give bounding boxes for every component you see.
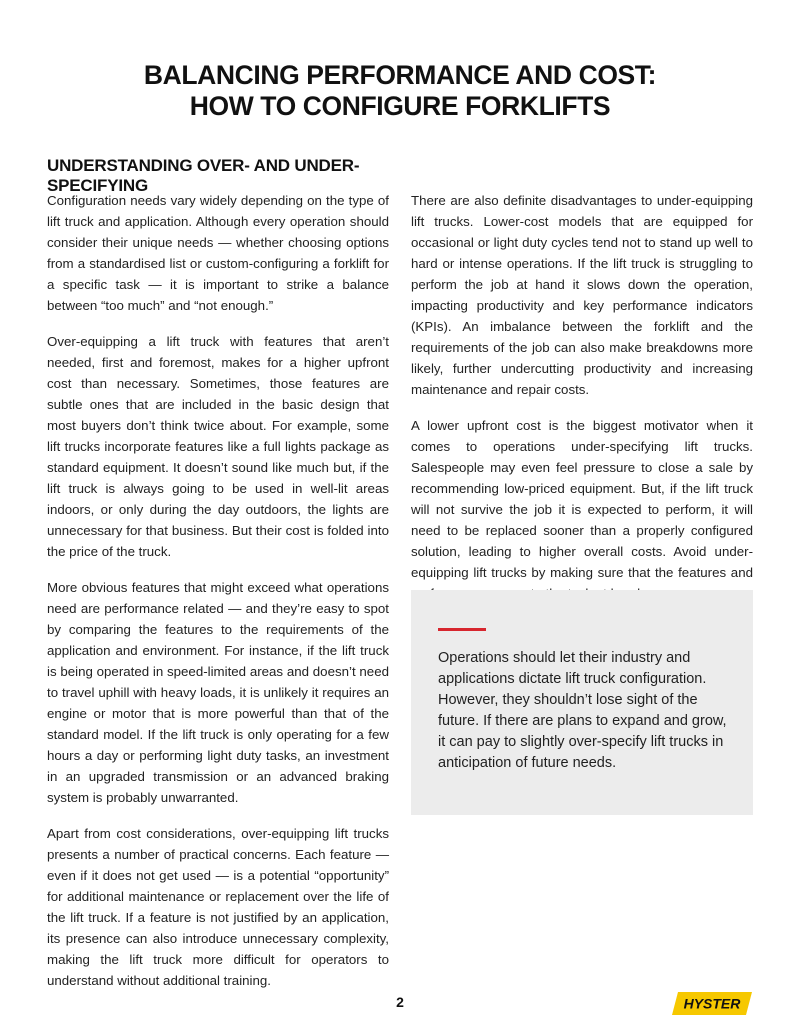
page-title <box>0 60 800 122</box>
paragraph: More obvious features that might exceed what operations need are performance related — and they’re easy to spot by comparing the features to the requirements of the application and environment. For instance, if the lift truck is being operated in speed-limited areas and doesn’t need to travel uphill with heavy loads, it is unlikely it requires an engine or motor that is more powerful than that of the standard model. If the lift truck is only operating for a few hours a day or performing light duty tasks, an investment in an upgraded transmission or an advanced braking system is probably unwarranted. <box>47 580 389 805</box>
hyster-logo-text: HYSTER <box>683 995 741 1012</box>
paragraph: Apart from cost considerations, over-equipping lift trucks presents a number of practical concerns. Each feature — even if it does not get used — is a potential “opportunity” for additional maintenance or replacement over the life of the lift truck. If a feature is not justified by an application, its presence can also introduce unnecessary complexity, making the lift truck more difficult for operators to understand without additional training. <box>47 826 389 988</box>
hyster-logo <box>672 992 752 1015</box>
paragraph: Configuration needs vary widely depending on the type of lift truck and application. Although every operation should consider their unique needs — whether choosing options from a standardised list or custom-configuring a forklift for a specific task — it is important to strike a balance between “too much” and “not enough.” <box>47 193 389 313</box>
paragraph: A lower upfront cost is the biggest motivator when it comes to operations under-specifying lift trucks. Salespeople may even feel pressure to close a sale by recommending low-priced equipment. But, if the lift truck will not survive the job it is expected to perform, it will need to be replaced sooner than a properly configured solution, leading to higher overall costs. Avoid under-equipping lift trucks by making sure that the features and <box>411 418 753 580</box>
page-number: 2 <box>396 994 404 1010</box>
left-column <box>47 190 389 1006</box>
callout-box <box>411 590 753 815</box>
page-title-line-2: HOW TO CONFIGURE FORKLIFTS <box>189 90 611 121</box>
section-heading: UNDERSTANDING OVER- AND UNDER-SPECIFYING <box>47 156 360 196</box>
callout-accent-bar <box>438 628 486 631</box>
paragraph: Over-equipping a lift truck with features that aren’t needed, first and foremost, makes for a higher upfront cost than necessary. Sometimes, those features are subtle ones that are included in the basic design that most buyers don’t think twice about. For example, some lift trucks incorporate features like a full lights package as standard equipment. It doesn’t sound like much but, if the lift truck is always going to be used in well-lit areas indoors, or only during the day outdoors, the lights are unnecessary for that business. But their cost is folded into the price of the truck. <box>47 334 389 559</box>
callout-text: Operations should let their industry and applications dictate lift truck configuration. However, they shouldn’t lose sight of the future. If there are plans to expand and grow, it can pay to slightly over-specify lift trucks in anticipation of future needs. <box>438 650 727 771</box>
page-title-line-1: BALANCING PERFORMANCE AND COST: <box>143 59 657 90</box>
right-column <box>411 190 753 619</box>
paragraph: There are also definite disadvantages to under-equipping lift trucks. Lower-cost models that are equipped for occasional or light duty cycles tend not to stand up well to hard or intense operations. If the lift truck is struggling to perform the job at hand it slows down the operation, impacting productivity and key performance indicators (KPIs). An imbalance between the forklift and the requirements of the job can also make breakdowns more likely, further undercutting productivity and increasing maintenance and repair costs. <box>411 193 753 397</box>
hyster-logo-icon <box>672 992 752 1015</box>
